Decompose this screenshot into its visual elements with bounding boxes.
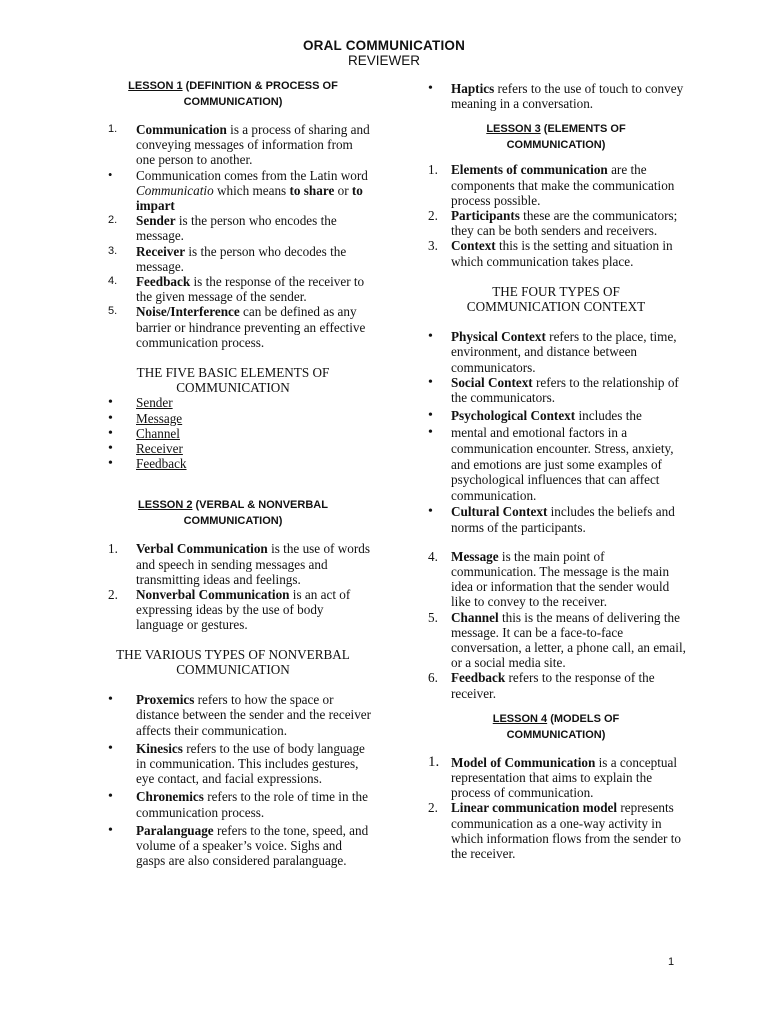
lesson3-heading: LESSON 3 (ELEMENTS OF COMMUNICATION) — [486, 123, 626, 152]
list-item: • Channel — [92, 426, 374, 441]
lesson1-label: LESSON 1 — [128, 80, 183, 92]
bullet-icon — [108, 395, 134, 410]
bullet-icon — [428, 81, 454, 96]
five-elements-heading: THE FIVE BASIC ELEMENTS OF COMMUNICATION — [136, 365, 330, 396]
nonverbal-types-heading: THE VARIOUS TYPES OF NONVERBAL COMMUNICATION — [116, 646, 350, 677]
context-types-list — [422, 329, 690, 535]
list-item: • Sender — [92, 395, 374, 410]
document-title: ORAL COMMUNICATION — [302, 38, 466, 53]
bullet-icon — [108, 456, 134, 471]
list-item: • Psychological Context includes the — [422, 408, 690, 423]
bullet-icon — [428, 408, 454, 423]
lesson2-list — [92, 541, 374, 632]
five-elements-list — [92, 395, 374, 471]
lesson1-heading: LESSON 1 (DEFINITION & PROCESS OF COMMUNICATION) — [128, 80, 338, 108]
list-item: 3. Context this is the setting and situation in which communication takes place. — [428, 238, 673, 269]
bullet-icon — [108, 441, 134, 456]
lesson3-label: LESSON 3 — [486, 123, 541, 136]
bullet-icon — [428, 375, 454, 390]
list-item: • Proxemics refers to how the space or distance between the sender and the receiver affects their communication. — [92, 692, 374, 738]
list-item: 1. Elements of communication are the components that make the communication process possible. — [428, 162, 675, 208]
document-subtitle: REVIEWER — [347, 53, 420, 68]
right-column — [422, 78, 690, 861]
list-item: • Haptics refers to the use of touch to convey meaning in a conversation. — [422, 81, 690, 111]
list-item: 6. Feedback refers to the response of the receiver. — [428, 670, 655, 701]
lesson4-heading: LESSON 4 (MODELS OF COMMUNICATION) — [492, 712, 620, 741]
list-item: • Message — [92, 411, 374, 426]
list-item: 2. Linear communication model represents communication as a one-way activity in which information flows from the sender to the receiver. — [428, 800, 681, 862]
list-item: 4. Message is the main point of communication. The message is the main idea or information that the sender would like to convey to the receiver. — [428, 548, 670, 610]
list-item: 1. Communication is a process of sharing and conveying messages of information from one person to another. — [108, 122, 370, 168]
lesson3-list-continued — [422, 549, 690, 701]
list-item: • Kinesics refers to the use of body language in communication. This includes gestures, eye contact, and facial expressions. — [92, 741, 374, 787]
list-item: • Receiver — [92, 441, 374, 456]
list-item: 1. Verbal Communication is the use of words and speech in sending messages and transmitting ideas and feelings. — [108, 541, 370, 587]
page-number: 1 — [668, 956, 675, 968]
bullet-icon — [108, 789, 134, 804]
list-item: • Social Context refers to the relationship of the communicators. — [422, 375, 690, 405]
list-item: 4. Feedback is the response of the receiver to the given message of the sender. — [108, 274, 365, 305]
list-item: 5. Channel this is the means of delivering the message. It can be a face-to-face conversation, a letter, a phone call, an email, or a social media site. — [428, 609, 686, 671]
list-item: 2. Participants these are the communicators; they can be both senders and receivers. — [428, 208, 678, 239]
list-item: • Communication comes from the Latin word Communicatio which means to share or to impart — [108, 167, 368, 214]
lesson1-list — [92, 122, 374, 350]
list-item: • Physical Context refers to the place, time, environment, and distance between communicators. — [422, 329, 690, 375]
bullet-icon — [108, 741, 134, 756]
bullet-icon — [108, 411, 134, 426]
bullet-icon — [108, 692, 134, 707]
bullet-icon — [428, 425, 454, 441]
list-item: 2. Nonverbal Communication is an act of expressing ideas by the use of body language or gestures. — [108, 587, 351, 633]
list-item: • Feedback — [92, 456, 374, 471]
bullet-icon — [108, 426, 134, 441]
list-item: 5. Noise/Interference can be defined as any barrier or hindrance preventing an effective communication process. — [108, 304, 366, 350]
list-item: 2. Sender is the person who encodes the message. — [108, 213, 337, 244]
lesson4-list — [422, 755, 690, 861]
list-item: • mental and emotional factors in a communication encounter. Stress, anxiety, and emotions are just some examples of psychological influences that can affect communication. — [422, 425, 690, 503]
lesson2-heading: LESSON 2 (VERBAL & NONVERBAL COMMUNICATION) — [138, 499, 328, 528]
bullet-icon — [428, 329, 454, 344]
context-types-heading: THE FOUR TYPES OF COMMUNICATION CONTEXT — [466, 283, 646, 315]
list-item: • Chronemics refers to the role of time in the communication process. — [92, 789, 374, 819]
list-item: • Paralanguage refers to the tone, speed, and volume of a speaker’s voice. Sighs and gasps are also considered paralanguage. — [92, 823, 374, 869]
lesson3-list — [422, 162, 690, 268]
lesson4-label: LESSON 4 — [492, 712, 548, 725]
list-item: • Cultural Context includes the beliefs and norms of the participants. — [422, 504, 690, 534]
lesson2-label: LESSON 2 — [138, 499, 193, 512]
bullet-icon — [108, 823, 134, 838]
nonverbal-types-list — [92, 692, 374, 868]
list-item: 1. Model of Communication is a conceptual representation that aims to explain the process of communication. — [428, 753, 677, 801]
list-item: 3. Receiver is the person who decodes the message. — [108, 243, 347, 274]
left-column — [92, 78, 374, 868]
bullet-icon — [428, 504, 454, 519]
